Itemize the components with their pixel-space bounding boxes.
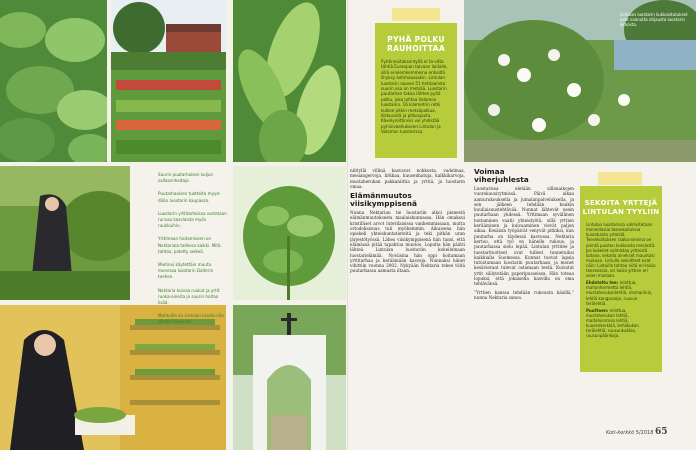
magazine-name: Koti-kerkkö <box>606 430 635 436</box>
photo-church-gate <box>233 305 346 450</box>
sidebar-note: Puutarhaaisen tuotteita myyd-dään luostarin kaupassa. <box>158 191 221 203</box>
box-title <box>580 199 662 216</box>
page-number: 65 <box>654 427 668 437</box>
sidebar-note: Mietinui käytettäin muuta monessa luostarin Dalterin teehen. <box>158 262 214 280</box>
photo-herb-plants <box>0 0 107 162</box>
box-title-line2: LINTULAN TYYLIIN <box>582 207 660 216</box>
article-column-1 <box>350 168 465 443</box>
tape-strip <box>392 8 440 21</box>
sidebar-note: Nektaria kuivaa ruukut ja yrtit ruoka-aineita ja suurin hoitaa lisää. <box>158 287 220 306</box>
heading-line2: viherjuhlesta <box>474 175 529 184</box>
info-box-herb-mix <box>580 186 662 372</box>
box-recipe-1 <box>586 280 656 305</box>
column-text: Nunna Nektarian tie luostariin alkoi pienestä elämänmuutoksesta maalaiskunnassa. Hän omaksui kristilliset arvot luterilaisissa vanhemmissaan, mutta ortodoksisuus tuli myöhemmin. Aikuisena hän opiskeli yhteiskuntatieteitä ja teki pitkän uran järjestötyössä. Lähes viisikymppisenä hän tunsi, että elämässä pitää tapahtua muutos. Lopulta hän päätti lähteä Lintulan luostariin kokeilemaan luostarielämää. Noviisina hän oppi hoitamaan yrttitarhaa ja keräämään kasveja. Nunnaksi hänet vihittiin vuonna 2002. Nykyään Nektaria tekee töitä puutarhassa aamusta iltaan. <box>350 210 465 274</box>
sidebar-notes <box>158 172 228 333</box>
recipe-label: Puutteen: <box>586 307 609 313</box>
recipe-label: Ehdoteltu tee: <box>586 280 619 286</box>
heading-line2: viisikymppisenä <box>350 199 418 209</box>
photo-nun-in-garden <box>0 166 130 300</box>
photo-seedling-plant <box>233 166 346 300</box>
box-title-line1: PYHÄ POLKU <box>387 35 445 44</box>
article-column-2 <box>474 168 574 443</box>
box-title <box>375 35 457 53</box>
section-heading <box>474 168 574 184</box>
box-title-line2: RAUHOITTAA <box>387 44 445 53</box>
page-folio <box>606 427 668 437</box>
page-gutter <box>347 0 349 450</box>
heading-line1: Elämänmuutos <box>350 191 412 201</box>
sidebar-note: Suurin puutarhaisen kuljun sallasenhoitaja. <box>158 172 214 184</box>
section-heading <box>350 192 465 208</box>
box-body: Pyhtinnoitaksentyllä ei ta-vitta tähtiä Euroopan taivaan laidalle, sillä eriolemkemmeina entisiltä lihyksy kotimaassakin. Lintulan luostarin alueen 51 hehtaarista suurin osa on metsää. Luostarin puutarhan takaa lähtee pyhä polku, joka johtaa Valamon luostariin. 16 kilometrin retki kulkee pitkin metsäpolkua, liikkuvistä ja pitkospuita. Kävelyreittinnin voi yhdistää pyhiinvaellukseen Lintulan ja Valamon luostarissa. <box>381 59 448 135</box>
column-quote: ”Yrttien kanssa tehdään rukousta käsillä,” nunna Nektaria sanoo. <box>474 289 574 300</box>
sidebar-note: Yrttimaan hoitamiseen on Nektariala tallessa kaikki. Mitä tahtoo, pidetty selkeä. <box>158 236 221 254</box>
sidebar-note: Mahtuilla on Lintulan luosta-rilla tämän kokoinen. <box>158 313 224 325</box>
photo-caption: Lintulan luostarin kukkaistutukset ovat saanutta ohjausta luostarin kirkosta. <box>620 12 688 27</box>
box-recipe-2 <box>586 308 656 339</box>
info-box-holy-path <box>375 23 457 158</box>
recipe-text: minttua, mustaherukan lehtiä, maitohorsmaa lehtiä, kuusenkerkkiä, kehäkukan terälehtiä, ruusunkukkia, ruusunpäänkoja. <box>586 307 639 339</box>
issue-number: 5/2018 <box>635 430 654 436</box>
tape-strip <box>598 172 642 185</box>
box-title-line1: SEKOITA YRTTEJÄ <box>584 199 658 207</box>
sidebar-note: Luostarin yrttitarhoissa vartetaan runsaa kasvlaista myös ruukkuihin. <box>158 210 227 229</box>
heading-line1: Voimaa <box>474 168 505 176</box>
box-body: Lintulan luostarissa valmistetaan monenlaisia teesekoituksia kuivatuista yrteistä. Teesekoituksen raaka-aineina on pientä puiston kukkoista mesiestä. Jos kokeilet valmistaa yrtteistä kotona, sekoita ainekset mauntasi mukaan. Lintulla sekoitteet ovat näin: Lintuilla tahtoo niitä eri-laisia teeseoksia, eri laisia yrttien eri osien mukaan. <box>586 222 656 279</box>
column-intro: niittyllä villinä kasvavat nokkosta, vadelmaa, mesiangervoja, lirkkaa, kuusenhatuja, kalkkikarvoja, mustaherukan pakkaniittia ja yrttiä, ja luostarin omaa. <box>350 168 465 189</box>
photo-monastery-garden <box>111 0 226 162</box>
column-text: Luostarissa eletään sillanaikojen vuorokausirytmissä. Päivä alkaa aamurukouksella ja jumalanpalveluksella, ja sen jälkeen tehdään kunkin kuuliaisuustehtävää. Nunnat lähtevät usein puutarhaan yhdessä. Yrttimaan syvällinen hoitaminen vaatii yhteistyötä, sillä yrttien kerääminen ja kuivaaminen vievät paljon aikaa. Kesäisin työpäivät venyvät pitkiksi, kun puutarha on täydessä kasvussa. Nektaria kertoo, että työ on hänelle rukous, ja puutarhassa sielu lepää. Lintulan yrttitee ja luostarituotteet ovat tulleet tunnetuiksi kaikkialla Suomessa. Kunnat tuovat lapsia tutustumaan luostarin puutarhaan, ja monet kesävieraat tulevat ostamaan teetä. Kuivatut yrtit säilytetään paperipusseissa. Hän toteaa lopuksi, että jokaisella kasvilla on oma tehtävänsä. <box>474 186 574 287</box>
photo-comfrey-leaves <box>233 0 346 162</box>
recipe-text: minttua, mahonhermetta lehtiä, mustaherukanlehtiä, rosmariinin, lehtiä kangasseja, ruusun terälehtiä. <box>586 280 653 306</box>
